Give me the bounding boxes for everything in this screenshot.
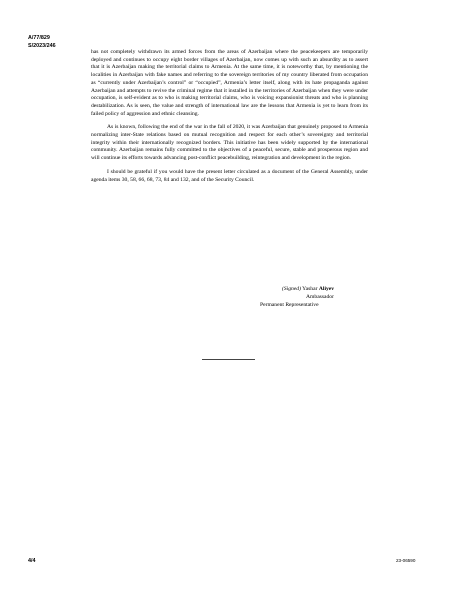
paragraph-2: As is known, following the end of the war in the fall of 2020, it was Azerbaijan that genuinely proposed to Armenia normalizing inter-State relations based on mutual recognition and respect for each other’s sovereignty and territorial integrity within their internationally recognized borders. This initiative has been widely supported by the international community. Azerbaijan remains fully committed to the objectives of a peaceful, secure, stable and prosperous region and will continue its efforts towards advancing post-conflict peacebuilding, reintegration and development in the region. <box>91 124 368 162</box>
signature-name-line <box>260 285 400 293</box>
signatory-title: Ambassador <box>306 294 334 300</box>
signatory-position: Permanent Representative <box>260 302 319 308</box>
signature-block <box>260 285 400 309</box>
signatory-first-name: Yashar <box>302 286 318 292</box>
page-number: 4/4 <box>28 558 36 564</box>
paragraph-1: has not completely withdrawn its armed forces from the areas of Azerbaijan where the peacekeepers are temporarily deployed and continues to occupy eight border villages of Azerbaijan, now comes up with such an absurdity as to assert that it is Azerbaijan making the territorial claims to Armenia. At the same time, it is noteworthy that, by mentioning the localities in Azerbaijan with fake names and referring to the sovereign territories of my country liberated from occupation as “currently under Azerbaijan’s control” or “occupied”, Armenia’s letter itself, along with its hate propaganda against Azerbaijan and attempts to revive the criminal regime that it installed in the territories of Azerbaijan when they were under occupation, is self-evident as to who is making territorial claims, who is voicing expansionist threats and who is planning destabilization. As is seen, the value and strength of international law are the lessons that Armenia is yet to learn from its failed policy of aggression and ethnic cleansing. <box>91 49 368 117</box>
document-symbol-sc: S/2023/246 <box>28 43 56 49</box>
signatory-last-name: Aliyev <box>318 286 335 292</box>
end-divider <box>202 359 255 360</box>
document-number: 23-06590 <box>396 558 416 563</box>
signed-mark: (Signed) <box>282 286 301 292</box>
letter-body <box>91 49 368 190</box>
paragraph-3: I should be grateful if you would have the present letter circulated as a document of the General Assembly, under agenda items 30, 58, 66, 68, 73, 84 and 132, and of the Security Council. <box>91 168 368 183</box>
document-symbol-ga: A/77/829 <box>28 35 50 41</box>
document-symbol <box>28 34 56 50</box>
